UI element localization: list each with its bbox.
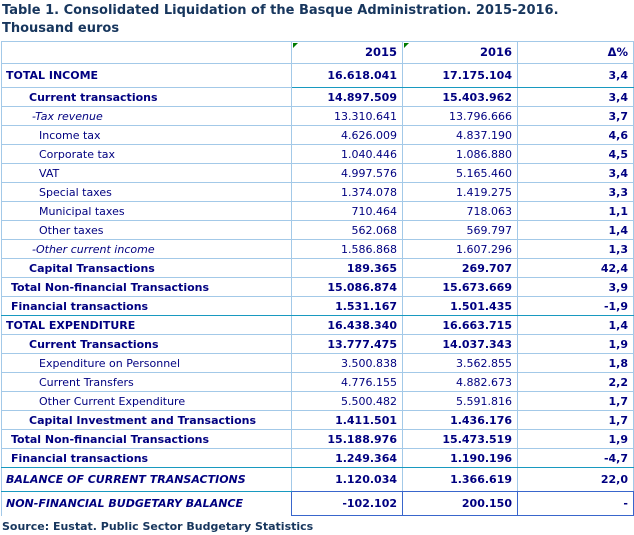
- value-delta-percent: 3,4: [518, 64, 634, 88]
- value-delta-percent: 1,8: [518, 354, 634, 373]
- header-empty-cell: [2, 42, 292, 64]
- value-2015: 710.464: [292, 202, 403, 221]
- value-2015: 189.365: [292, 259, 403, 278]
- value-delta-percent: 1,9: [518, 430, 634, 449]
- value-2015: 1.531.167: [292, 297, 403, 316]
- value-2015: 1.249.364: [292, 449, 403, 468]
- value-2016: 15.673.669: [403, 278, 518, 297]
- value-delta-percent: 3,3: [518, 183, 634, 202]
- row-label: Other Current Expenditure: [2, 392, 292, 411]
- row-label: Current Transactions: [2, 335, 292, 354]
- table-row: [2, 145, 634, 164]
- table-row: [2, 278, 634, 297]
- row-label: TOTAL INCOME: [2, 64, 292, 88]
- value-2016: 5.591.816: [403, 392, 518, 411]
- value-2016: 16.663.715: [403, 316, 518, 335]
- row-label: VAT: [2, 164, 292, 183]
- value-2015: 16.618.041: [292, 64, 403, 88]
- value-2016: 1.419.275: [403, 183, 518, 202]
- value-2015: 1.586.868: [292, 240, 403, 259]
- table-row: [2, 297, 634, 316]
- row-label: NON-FINANCIAL BUDGETARY BALANCE: [2, 492, 292, 516]
- table-row: [2, 449, 634, 468]
- value-2015: 13.310.641: [292, 107, 403, 126]
- header-delta-percent: [518, 42, 634, 64]
- value-delta-percent: 1,9: [518, 335, 634, 354]
- value-2016: 1.607.296: [403, 240, 518, 259]
- source-note: Source: Eustat. Public Sector Budgetary Statistics: [2, 520, 314, 533]
- value-delta-percent: 3,9: [518, 278, 634, 297]
- value-delta-percent: 1,7: [518, 392, 634, 411]
- table-body: [2, 64, 634, 516]
- value-2016: 4.837.190: [403, 126, 518, 145]
- value-2015: -102.102: [292, 492, 403, 516]
- value-2016: 569.797: [403, 221, 518, 240]
- table-row: [2, 221, 634, 240]
- table-row: [2, 202, 634, 221]
- value-delta-percent: -4,7: [518, 449, 634, 468]
- value-delta-percent: 1,4: [518, 316, 634, 335]
- table-row: [2, 492, 634, 516]
- value-delta-percent: 3,7: [518, 107, 634, 126]
- value-2015: 1.374.078: [292, 183, 403, 202]
- table-row: [2, 316, 634, 335]
- value-delta-percent: 3,4: [518, 88, 634, 107]
- table-row: [2, 354, 634, 373]
- value-delta-percent: 42,4: [518, 259, 634, 278]
- row-label: Municipal taxes: [2, 202, 292, 221]
- value-2015: 15.188.976: [292, 430, 403, 449]
- value-2015: 1.040.446: [292, 145, 403, 164]
- value-2015: 3.500.838: [292, 354, 403, 373]
- table-row: [2, 259, 634, 278]
- page-title: [2, 2, 634, 38]
- table-row: [2, 164, 634, 183]
- table-row: [2, 64, 634, 88]
- value-delta-percent: 1,4: [518, 221, 634, 240]
- header-delta-label: Δ%: [607, 44, 628, 59]
- value-2015: 562.068: [292, 221, 403, 240]
- row-label: Special taxes: [2, 183, 292, 202]
- value-2016: 1.086.880: [403, 145, 518, 164]
- value-2015: 1.411.501: [292, 411, 403, 430]
- row-label: Financial transactions: [2, 449, 292, 468]
- value-2015: 13.777.475: [292, 335, 403, 354]
- value-2016: 13.796.666: [403, 107, 518, 126]
- value-2016: 3.562.855: [403, 354, 518, 373]
- value-2015: 15.086.874: [292, 278, 403, 297]
- row-label: Capital Investment and Transactions: [2, 411, 292, 430]
- row-label: Current Transfers: [2, 373, 292, 392]
- table-row: [2, 373, 634, 392]
- table-row: [2, 392, 634, 411]
- value-2016: 269.707: [403, 259, 518, 278]
- value-2015: 16.438.340: [292, 316, 403, 335]
- header-2016-label: 2016: [479, 44, 512, 59]
- note-triangle-icon: [293, 43, 298, 48]
- value-2015: 4.997.576: [292, 164, 403, 183]
- header-2016: [403, 42, 518, 64]
- value-2016: 1.366.619: [403, 468, 518, 492]
- value-2015: 1.120.034: [292, 468, 403, 492]
- row-label: Total Non-financial Transactions: [2, 430, 292, 449]
- value-2016: 1.190.196: [403, 449, 518, 468]
- row-label: Other taxes: [2, 221, 292, 240]
- row-label: Expenditure on Personnel: [2, 354, 292, 373]
- row-label: Total Non-financial Transactions: [2, 278, 292, 297]
- value-delta-percent: 1,3: [518, 240, 634, 259]
- value-delta-percent: -: [518, 492, 634, 516]
- table-row: [2, 335, 634, 354]
- value-2016: 15.473.519: [403, 430, 518, 449]
- row-label: Capital Transactions: [2, 259, 292, 278]
- value-2015: 14.897.509: [292, 88, 403, 107]
- value-2016: 4.882.673: [403, 373, 518, 392]
- value-delta-percent: -1,9: [518, 297, 634, 316]
- value-2016: 17.175.104: [403, 64, 518, 88]
- note-triangle-icon: [404, 43, 409, 48]
- value-delta-percent: 1,7: [518, 411, 634, 430]
- table-row: [2, 430, 634, 449]
- table-row: [2, 468, 634, 492]
- value-2015: 4.776.155: [292, 373, 403, 392]
- value-2016: 200.150: [403, 492, 518, 516]
- value-delta-percent: 1,1: [518, 202, 634, 221]
- value-2016: 14.037.343: [403, 335, 518, 354]
- value-delta-percent: 3,4: [518, 164, 634, 183]
- table-row: [2, 88, 634, 107]
- value-2016: 1.436.176: [403, 411, 518, 430]
- row-label: Corporate tax: [2, 145, 292, 164]
- row-label: -Other current income: [2, 240, 292, 259]
- row-label: TOTAL EXPENDITURE: [2, 316, 292, 335]
- row-label: Financial transactions: [2, 297, 292, 316]
- row-label: -Tax revenue: [2, 107, 292, 126]
- value-2016: 5.165.460: [403, 164, 518, 183]
- row-label: BALANCE OF CURRENT TRANSACTIONS: [2, 468, 292, 492]
- table-row: [2, 240, 634, 259]
- value-2016: 1.501.435: [403, 297, 518, 316]
- header-2015-label: 2015: [364, 44, 397, 59]
- title-line-2: Thousand euros: [2, 21, 120, 36]
- value-2015: 5.500.482: [292, 392, 403, 411]
- table-row: [2, 183, 634, 202]
- header-row: [2, 42, 634, 64]
- value-delta-percent: 2,2: [518, 373, 634, 392]
- value-2016: 718.063: [403, 202, 518, 221]
- table-row: [2, 126, 634, 145]
- row-label: Current transactions: [2, 88, 292, 107]
- value-delta-percent: 4,6: [518, 126, 634, 145]
- value-delta-percent: 22,0: [518, 468, 634, 492]
- row-label: Income tax: [2, 126, 292, 145]
- table-row: [2, 107, 634, 126]
- report-page: [0, 2, 634, 533]
- title-line-1: Table 1. Consolidated Liquidation of the Basque Administration. 2015-2016.: [2, 3, 559, 18]
- value-2016: 15.403.962: [403, 88, 518, 107]
- value-delta-percent: 4,5: [518, 145, 634, 164]
- header-2015: [292, 42, 403, 64]
- value-2015: 4.626.009: [292, 126, 403, 145]
- data-table: [1, 41, 634, 516]
- table-row: [2, 411, 634, 430]
